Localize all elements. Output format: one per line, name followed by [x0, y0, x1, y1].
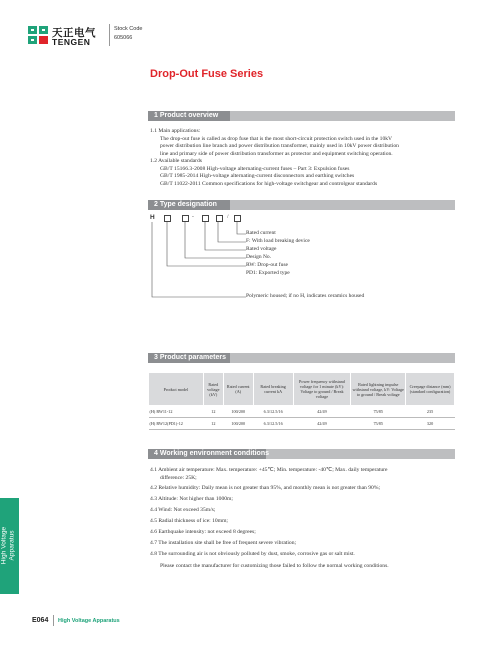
table-header: Rated voltage (kV)	[203, 373, 223, 406]
type-code-dash: -	[192, 214, 194, 220]
section-title-type: 2 Type designation	[154, 201, 217, 208]
section-bar-parameters	[148, 353, 455, 363]
section-title-conditions: 4 Working environment conditions	[154, 450, 269, 457]
condition-item: 4.7 The installation site shall be free of frequent severe vibration;	[150, 540, 297, 546]
table-cell: 6.3/12.5/16	[253, 406, 293, 418]
product-parameters-table	[148, 372, 455, 430]
page-number: E064	[32, 617, 49, 624]
type-label: RW: Drop-out fuse	[246, 262, 288, 268]
table-header: Rated current (A)	[223, 373, 253, 406]
table-cell: 12	[203, 406, 223, 418]
side-category-label	[1, 502, 20, 590]
table-cell: 235	[406, 406, 455, 418]
table-cell: 6.3/12.5/16	[253, 418, 293, 430]
table-cell: 42/49	[293, 418, 351, 430]
table-cell: (H) RW11-12	[149, 406, 204, 418]
type-label: Design No.	[246, 254, 272, 260]
page-title: Drop-Out Fuse Series	[150, 68, 264, 80]
section-bar-overview	[148, 111, 455, 121]
standard-item: GB/T 15166.3-2008 High-voltage alternating-current fuses – Part 3: Expulsion fuses	[160, 165, 350, 172]
type-label: PD1: Exported type	[246, 269, 290, 276]
table-cell: 100/200	[223, 406, 253, 418]
footer-divider	[53, 615, 54, 626]
standard-item: GB/T 11022-2011 Common specifications for high-voltage switchgear and controlgear standards	[160, 180, 378, 187]
condition-note: Please contact the manufacturer for customizing those failed to follow the normal working conditions.	[160, 563, 389, 569]
table-row	[149, 406, 455, 418]
table-header: Rated lightning impulse withstand voltage, kV: Voltage to ground / Break voltage	[351, 373, 406, 406]
overview-line: power distribution line branch and power distribution transformer, mainly used in 10kV power distribution	[160, 143, 399, 149]
table-cell: 12	[203, 418, 223, 430]
type-label: F: With load breaking device	[246, 238, 310, 244]
stock-code-label: Stock Code	[114, 26, 143, 32]
tengen-logo-icon	[28, 26, 48, 44]
side-label-line: Apparatus	[8, 530, 15, 561]
type-code-slash: /	[227, 214, 229, 220]
stock-code-value: 605066	[114, 35, 133, 41]
type-designation-lines	[148, 220, 248, 300]
table-header: Power frequency withstand voltage for 1 minute (kV): Voltage to ground / Break voltage	[293, 373, 351, 406]
type-label: Polymeric housed; if no H, indicates ceramics housed	[246, 293, 365, 299]
condition-item: difference: 25K;	[160, 474, 197, 481]
table-cell: 42/49	[293, 406, 351, 418]
section-title-overview: 1 Product overview	[154, 112, 219, 119]
section-bar-type	[148, 200, 455, 210]
section-bar-conditions	[148, 449, 455, 459]
table-cell: 75/85	[351, 406, 406, 418]
condition-item: 4.4 Wind: Not exceed 35m/s;	[150, 507, 216, 513]
table-header: Rated breaking current kA	[253, 373, 293, 406]
condition-item: 4.3 Altitude: Not higher than 1000m;	[150, 496, 233, 502]
condition-item: 4.5 Radial thickness of ice: 10mm;	[150, 518, 228, 524]
condition-item: 4.1 Ambient air temperature: Max. temperature: +45℃; Min. temperature: -40℃; Max. daily temperature	[150, 467, 388, 473]
header-divider	[109, 24, 110, 46]
side-label-line: High Voltage	[0, 526, 8, 565]
type-label: Rated current	[246, 230, 276, 236]
table-cell: 100/200	[223, 418, 253, 430]
table-header: Product model	[149, 373, 204, 406]
table-cell: (H) RW12(PD1)-12	[149, 418, 204, 430]
brand-name-en: TENGEN	[52, 37, 91, 47]
overview-line: 1.2 Available standards	[150, 158, 202, 164]
type-code-h: H	[150, 214, 155, 221]
table-row	[149, 418, 455, 430]
overview-line: 1.1 Main applications:	[150, 128, 201, 134]
table-header: Creepage distance (mm) (standard configuration)	[406, 373, 455, 406]
section-title-parameters: 3 Product parameters	[154, 354, 226, 361]
footer-section-title: High Voltage Apparatus	[58, 618, 120, 624]
type-label: Rated voltage	[246, 246, 277, 252]
condition-item: 4.6 Earthquake intensity: not exceed 8 degrees;	[150, 529, 256, 535]
table-cell: 75/85	[351, 418, 406, 430]
condition-item: 4.8 The surrounding air is not obviously polluted by dust, smoke, corrosive gas or salt mist.	[150, 551, 355, 557]
table-cell: 320	[406, 418, 455, 430]
table-header-row	[149, 373, 455, 406]
standard-item: GB/T 1985-2014 High-voltage alternating-current disconnectors and earthing switches	[160, 173, 355, 179]
overview-line: The drop-out fuse is called as drop fuse that is the most short-circuit protection switch used in the 10kV	[160, 135, 393, 142]
brand-name-cn: 天正电气	[52, 27, 96, 39]
overview-line: line and primary side of power distribution transformer as protector and equipment switching operation.	[160, 150, 393, 157]
condition-item: 4.2 Relative humidity: Daily mean is not greater than 95%, and monthly mean is not greater than 90%;	[150, 485, 381, 491]
